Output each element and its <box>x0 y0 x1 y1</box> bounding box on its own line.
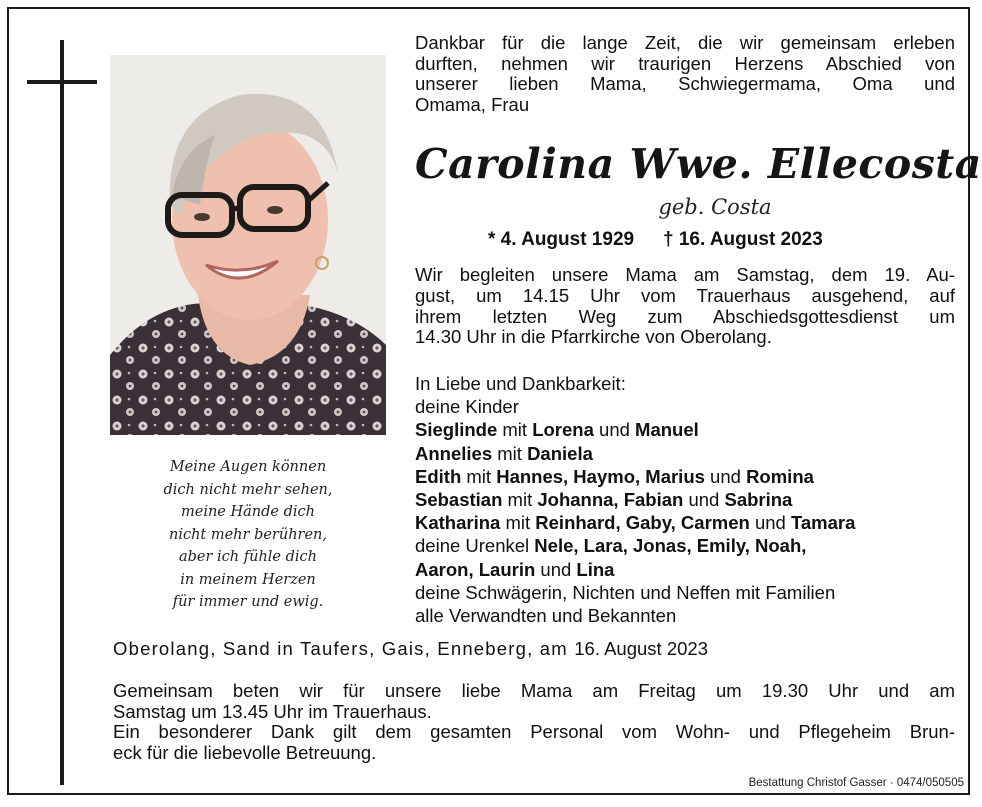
deceased-name: Carolina Wwe. Ellecosta <box>415 140 982 188</box>
family-line: Edith mit Hannes, Haymo, Marius und Romina <box>415 465 814 487</box>
poem <box>110 456 386 614</box>
birth-date: * 4. August 1929 <box>488 229 635 250</box>
family-line: Aaron, Laurin und Lina <box>415 558 615 580</box>
family-line: Sebastian mit Johanna, Fabian und Sabrina <box>415 489 793 511</box>
undertaker-credit: Bestattung Christof Gasser · 0474/050505 <box>748 777 964 789</box>
prayer-line: Gemeinsam beten wir für unsere liebe Mama am Freitag um 19.30 Uhr und am <box>113 680 955 701</box>
portrait-photo <box>110 55 386 435</box>
portrait-photo-icon <box>110 55 386 435</box>
cross-icon-horizontal <box>27 80 97 84</box>
poem-line: meine Hände dich <box>181 504 315 520</box>
funeral-line: ihrem letzten Weg zum Abschiedsgottesdienst um <box>415 305 955 327</box>
funeral-text <box>415 265 955 348</box>
closing-text <box>113 681 955 763</box>
birth-name: geb. Costa <box>658 195 772 219</box>
funeral-line: gust, um 14.15 Uhr vom Trauerhaus ausgehend, auf <box>415 284 955 306</box>
poem-line: für immer und ewig. <box>172 594 324 610</box>
children-label: deine Kinder <box>415 396 519 418</box>
family-line: alle Verwandten und Bekannten <box>415 605 677 627</box>
place-and-date: Oberolang, Sand in Taufers, Gais, Enneberg, am 16. August 2023 <box>113 638 708 659</box>
poem-line: dich nicht mehr sehen, <box>163 481 333 498</box>
poem-line: Meine Augen können <box>169 459 327 475</box>
thanks-line: eck für die liebevolle Betreuung. <box>113 741 377 763</box>
intro-line: Dankbar für die lange Zeit, die wir gemeinsam erleben <box>415 32 955 53</box>
intro-line: durften, nehmen wir traurigen Herzens Abschied von <box>415 52 955 74</box>
family-line: Sieglinde mit Lorena und Manuel <box>415 419 699 441</box>
poem-line: in meinem Herzen <box>180 571 316 588</box>
thanks-line: Ein besonderer Dank gilt dem gesamten Personal vom Wohn- und Pflegeheim Brun- <box>113 721 955 743</box>
cross-icon-vertical <box>60 40 64 785</box>
intro-line: unserer lieben Mama, Schwiegermama, Oma und <box>415 73 955 94</box>
intro-line: Omama, Frau <box>415 93 530 115</box>
family-heading: In Liebe und Dankbarkeit: <box>415 373 626 394</box>
family-list <box>415 372 955 627</box>
family-line: Annelies mit Daniela <box>415 442 593 464</box>
family-line: deine Schwägerin, Nichten und Neffen mit Familien <box>415 581 836 603</box>
prayer-line: Samstag um 13.45 Uhr im Trauerhaus. <box>113 700 432 722</box>
poem-line: aber ich fühle dich <box>178 549 317 565</box>
intro-text <box>415 33 955 115</box>
funeral-line: 14.30 Uhr in die Pfarrkirche von Oberolang. <box>415 326 772 348</box>
family-line: Katharina mit Reinhard, Gaby, Carmen und Tamara <box>415 512 856 534</box>
family-line: deine Urenkel Nele, Lara, Jonas, Emily, Noah, <box>415 535 807 557</box>
funeral-line: Wir begleiten unsere Mama am Samstag, dem 19. Au- <box>415 264 955 285</box>
death-date: † 16. August 2023 <box>663 229 823 250</box>
poem-line: nicht mehr berühren, <box>168 526 327 543</box>
